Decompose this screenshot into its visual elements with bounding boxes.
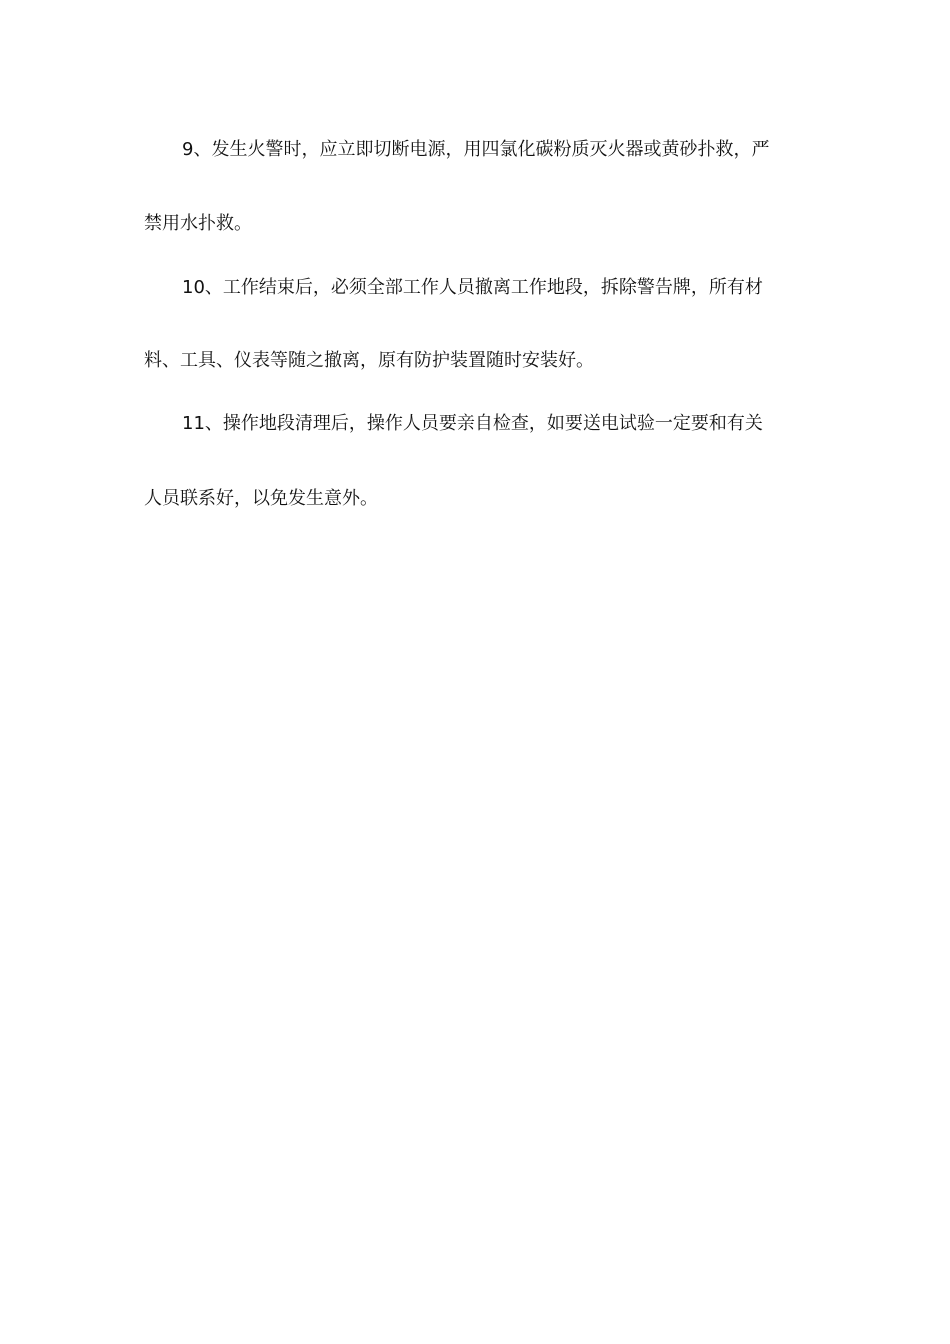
paragraph-11-line-2: 人员联系好，以免发生意外。 [144, 488, 378, 509]
paragraph-10-line-1: 10、工作结束后，必须全部工作人员撤离工作地段，拆除警告牌，所有材 [182, 277, 763, 298]
paragraph-9-line-2: 禁用水扑救。 [144, 213, 252, 234]
paragraph-9-line-1: 9、发生火警时，应立即切断电源，用四氯化碳粉质灭火器或黄砂扑救，严 [182, 139, 770, 160]
paragraph-10-line-2: 料、工具、仪表等随之撤离，原有防护装置随时安装好。 [144, 350, 594, 371]
paragraph-11-line-1: 11、操作地段清理后，操作人员要亲自检查，如要送电试验一定要和有关 [182, 413, 763, 434]
